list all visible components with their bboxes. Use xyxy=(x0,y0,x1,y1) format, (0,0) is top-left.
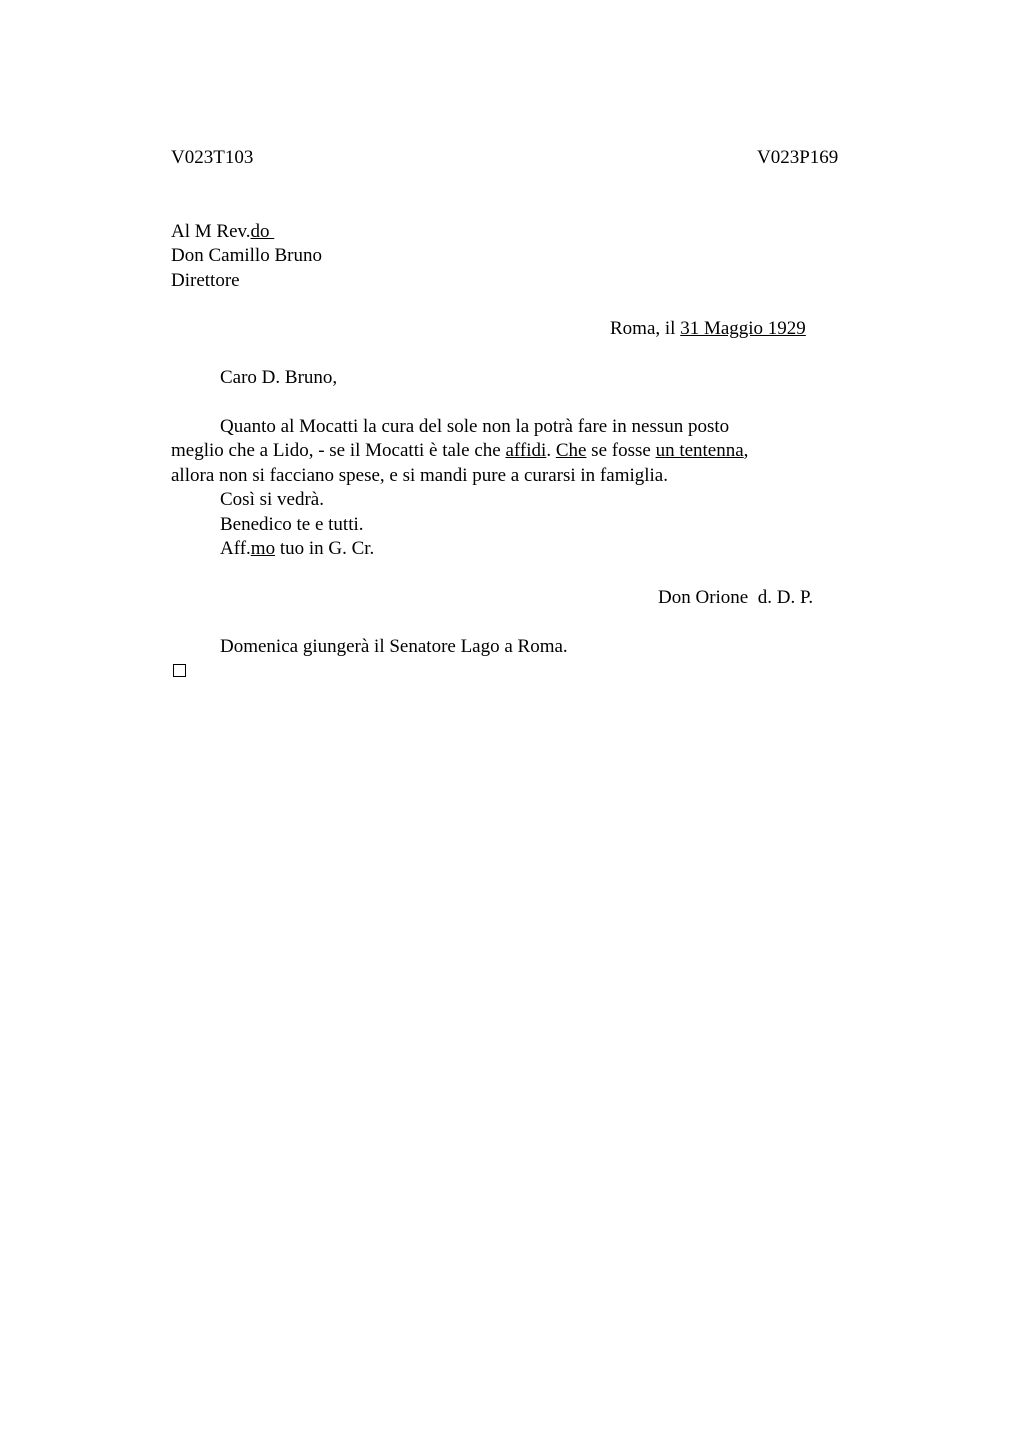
greeting: Caro D. Bruno, xyxy=(220,367,338,388)
body-line-2-part-b: . xyxy=(546,440,556,461)
closing-abbrev: mo xyxy=(250,538,276,559)
closing-suffix: tuo in G. Cr. xyxy=(275,538,375,559)
dateline xyxy=(610,317,806,341)
body-line-2-part-c: se fosse xyxy=(586,440,656,461)
body-line-2 xyxy=(171,439,748,463)
dateline-place: Roma, il xyxy=(610,318,681,339)
dateline-date: 31 Maggio 1929 xyxy=(680,318,806,339)
body-line-cosi: Così si vedrà. xyxy=(220,489,324,510)
address-title-abbrev: do xyxy=(250,221,275,242)
address-line-3: Direttore xyxy=(171,270,240,291)
underlined-affidi: affidi xyxy=(505,440,547,461)
address-title: Al M Rev. xyxy=(171,221,251,242)
closing-prefix: Aff. xyxy=(220,538,251,559)
body-line-2-part-d: , xyxy=(743,440,749,461)
address-line-2: Don Camillo Bruno xyxy=(171,245,322,266)
document-code-left: V023T103 xyxy=(171,147,254,168)
body-line-2-part-a: meglio che a Lido, - se il Mocatti è tale che xyxy=(171,440,506,461)
postscript: Domenica giungerà il Senatore Lago a Roma. xyxy=(220,636,568,657)
underlined-un-tentenna: un tentenna xyxy=(655,440,744,461)
body-line-benedico: Benedico te e tutti. xyxy=(220,514,364,535)
body-line-1: Quanto al Mocatti la cura del sole non la potrà fare in nessun posto xyxy=(220,416,730,437)
underlined-che: Che xyxy=(555,440,587,461)
address-line-1 xyxy=(171,220,274,244)
closing-line xyxy=(220,537,374,561)
body-line-3: allora non si facciano spese, e si mandi pure a curarsi in famiglia. xyxy=(171,465,668,486)
checkbox-square-icon xyxy=(173,664,186,677)
signature: Don Orione d. D. P. xyxy=(658,587,814,608)
document-code-right: V023P169 xyxy=(757,147,839,168)
